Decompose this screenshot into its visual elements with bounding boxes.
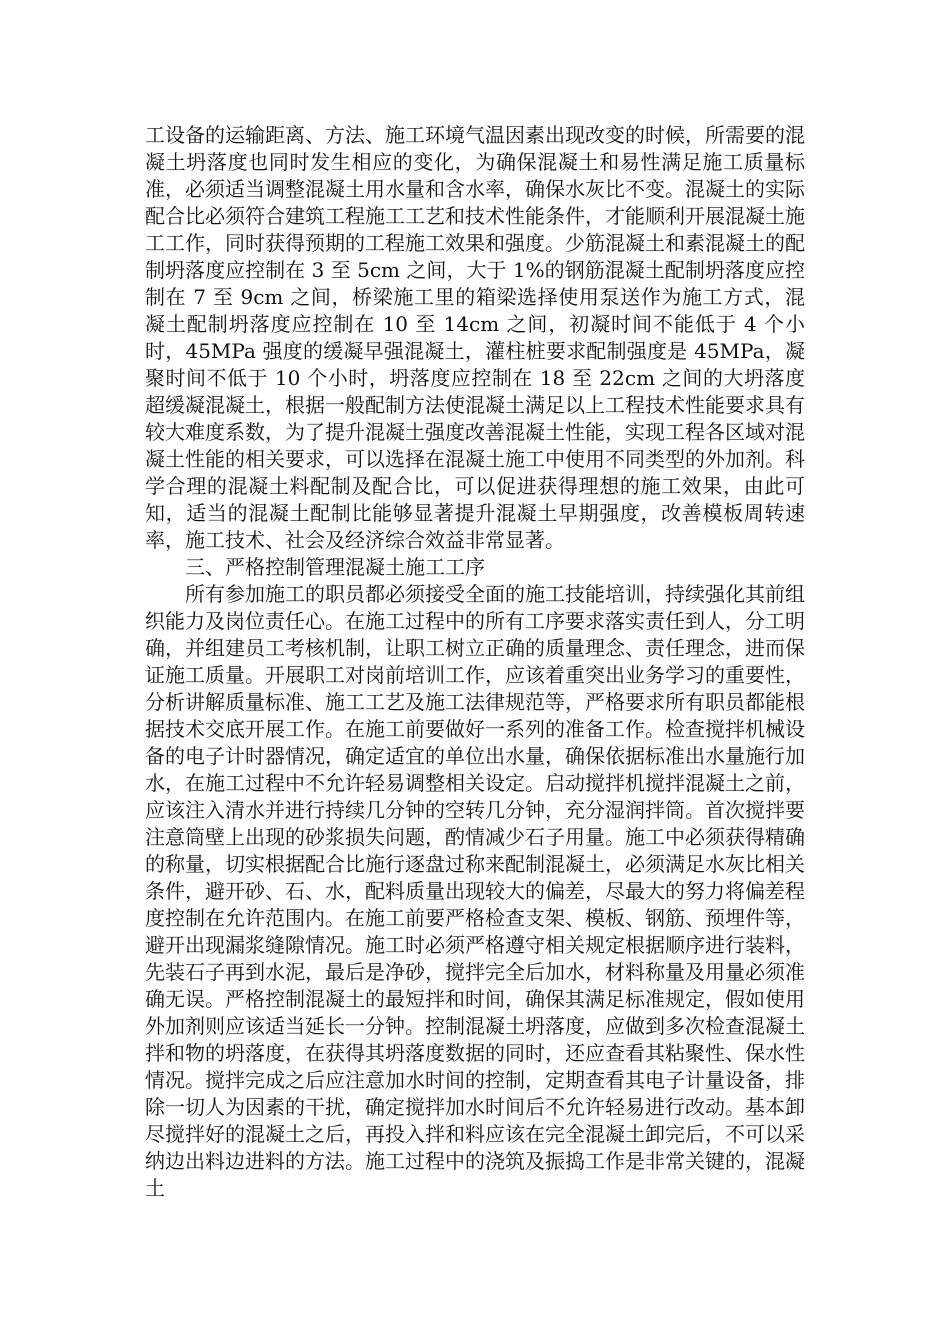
paragraph-continuation: 工设备的运输距离、方法、施工环境气温因素出现改变的时候，所需要的混凝土坍落度也同时发生相应的变化，为确保混凝土和易性满足施工质量标准，必须适当调整混凝土用水量和含水率，确保水灰比不变。混凝土的实际配合比必须符合建筑工程施工工艺和技术性能条件，才能顺利开展混凝土施工工作，同时获得预期的工程施工效果和强度。少筋混凝土和素混凝土的配制坍落度应控制在 3 至 5cm 之间，大于 1%的钢筋混凝土配制坍落度应控制在 7 至 9cm 之间，桥梁施工里的箱梁选择使用泵送作为施工方式，混凝土配制坍落度应控制在 10 至 14cm 之间，初凝时间不能低于 4 个小时，45MPa 强度的缓凝早强混凝土，灌柱桩要求配制强度是 45MPa，凝聚时间不低于 10 个小时，坍落度应控制在 18 至 22cm 之间的大坍落度超缓凝混凝土，根据一般配制方法使混凝土满足以上工程技术性能要求具有较大难度系数，为了提升混凝土强度改善混凝土性能，实现工程各区域对混凝土性能的相关要求，可以选择在混凝土施工中使用不同类型的外加剂。科学合理的混凝土料配制及配合比，可以促进获得理想的施工效果，由此可知，适当的混凝土配制比能够显著提升混凝土早期强度，改善模板周转速率，施工技术、社会及经济综合效益非常显著。 [145, 123, 805, 552]
paragraph-construction-process: 所有参加施工的职员都必须接受全面的施工技能培训，持续强化其前组织能力及岗位责任心。在施工过程中的所有工序要求落实责任到人，分工明确，并组建员工考核机制，让职工树立正确的质量理念、责任理念，进而保证施工质量。开展职工对岗前培训工作，应该着重突出业务学习的重要性，分析讲解质量标准、施工工艺及施工法律规范等，严格要求所有职员都能根据技术交底开展工作。在施工前要做好一系列的准备工作。检查搅拌机械设备的电子计时器情况，确定适宜的单位出水量，确保依据标准出水量施行加水，在施工过程中不允许轻易调整相关设定。启动搅拌机搅拌混凝土之前，应该注入清水并进行持续几分钟的空转几分钟，充分湿润拌筒。首次搅拌要注意筒壁上出现的砂浆损失问题，酌情减少石子用量。施工中必须获得精确的称量，切实根据配合比施行逐盘过称来配制混凝土，必须满足水灰比相关条件，避开砂、石、水，配料质量出现较大的偏差，尽最大的努力将偏差程度控制在允许范围内。在施工前要严格检查支架、模板、钢筋、预埋件等，避开出现漏浆缝隙情况。施工时必须严格遵守相关规定根据顺序进行装料，先装石子再到水泥，最后是净砂，搅拌完全后加水，材料称量及用量必须准确无误。严格控制混凝土的最短拌和时间，确保其满足标准规定，假如使用外加剂则应该适当延长一分钟。控制混凝土坍落度，应做到多次检查混凝土拌和物的坍落度，在获得其坍落度数据的同时，还应查看其粘聚性、保水性情况。搅拌完成之后应注意加水时间的控制，定期查看其电子计量设备，排除一切人为因素的干扰，确定搅拌加水时间后不允许轻易进行改动。基本卸尽搅拌好的混凝土之后，再投入拌和料应该在完全混凝土卸完后，不可以采纳边出料边进料的方法。施工过程中的浇筑及振捣工作是非常关键的，混凝土 [145, 582, 805, 1200]
section-heading: 三、严格控制管理混凝土施工工序 [185, 555, 485, 579]
document-body [145, 122, 805, 1202]
